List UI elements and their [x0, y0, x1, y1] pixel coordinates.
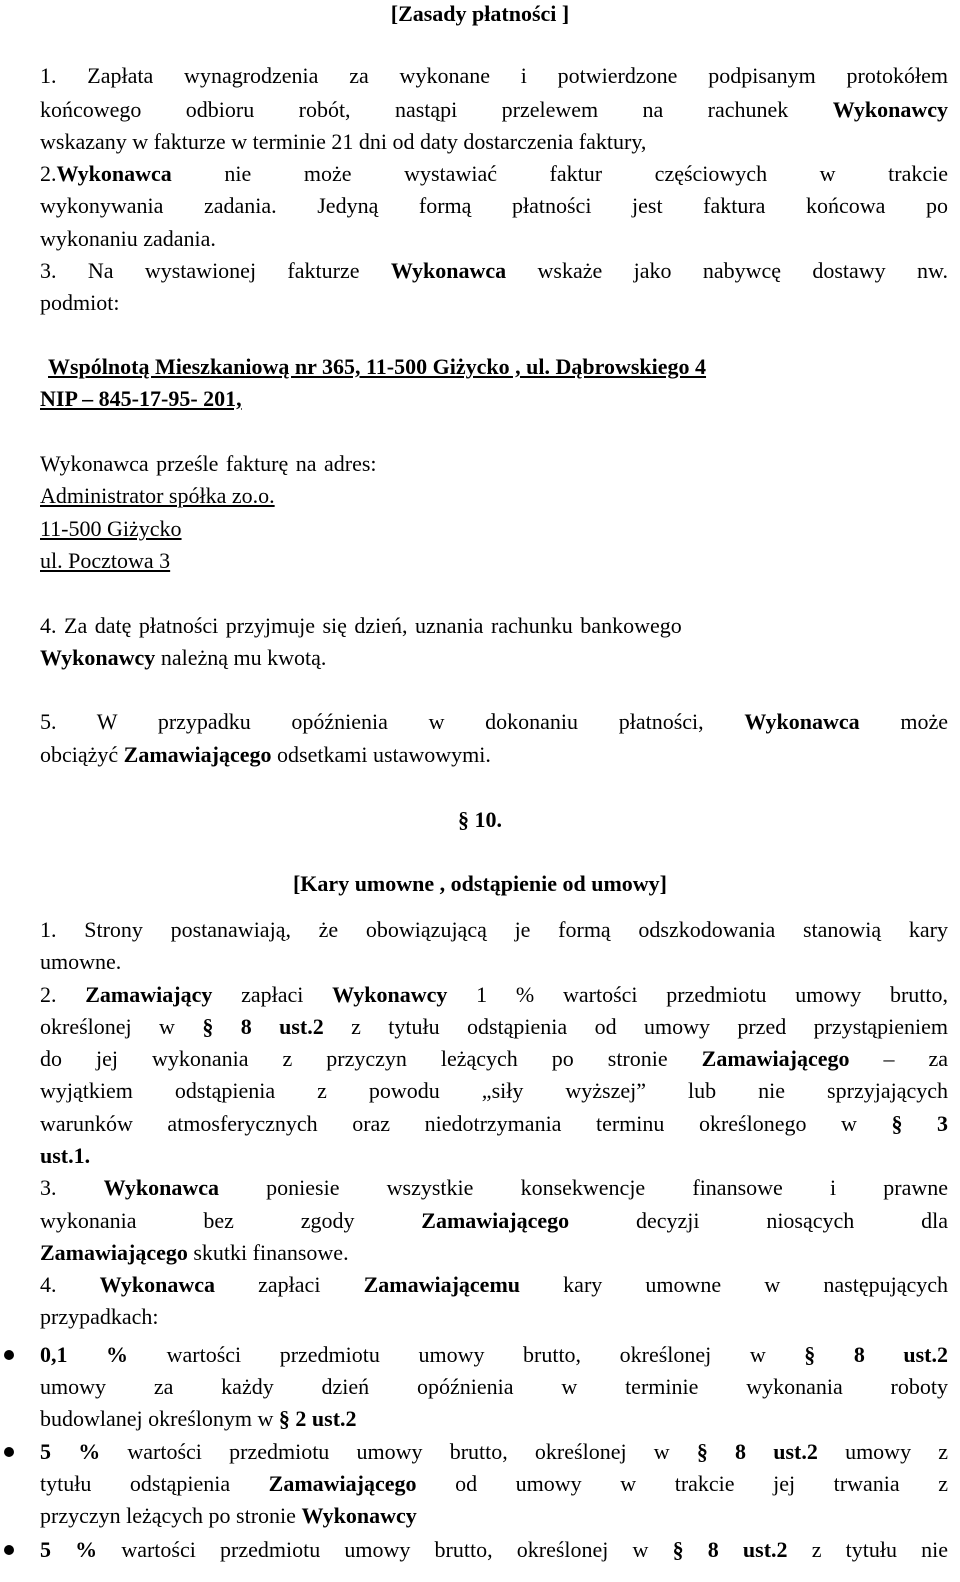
penalty-clause-4-line-1: 4. Wykonawca zapłaci Zamawiającemu kary umowne w następujących: [40, 1272, 949, 1297]
penalty-clause-1-line-1: 1. Strony postanawiają, że obowiązującą je formą odszkodowania stanowią kary: [40, 917, 948, 942]
payment-clause-4-line-2: Wykonawcy należną mu kwotą.: [40, 645, 327, 670]
section-9-heading: [Zasady płatności ]: [390, 1, 570, 26]
penalty-clause-3-line-3: Zamawiającego skutki finansowe.: [40, 1240, 349, 1265]
payment-clause-1-line-3: wskazany w fakturze w terminie 21 dni od daty dostarczenia faktury,: [40, 129, 647, 154]
bullet-marker: [4, 1350, 14, 1360]
penalty-clause-3-line-2: wykonania bez zgody Zamawiającego decyzji niosących dla: [40, 1208, 948, 1233]
penalty-clause-2-line-1: 2. Zamawiający zapłaci Wykonawcy 1 % wartości przedmiotu umowy brutto,: [40, 982, 948, 1007]
payment-clause-1-line-2: końcowego odbioru robót, nastąpi przelewem na rachunek Wykonawcy: [40, 97, 948, 122]
invoice-address-street: ul. Pocztowa 3: [40, 548, 171, 573]
payment-clause-4-line-1: 4. Za datę płatności przyjmuje się dzień, uznania rachunku bankowego: [40, 613, 682, 638]
penalty-bullet-2-line-2: tytułu odstąpienia Zamawiającego od umowy w trakcie jej trwania z: [40, 1471, 948, 1496]
penalty-clause-2-line-2: określonej w § 8 ust.2 z tytułu odstąpienia od umowy przed przystąpieniem: [40, 1014, 948, 1039]
payment-clause-3-line-1: 3. Na wystawionej fakturze Wykonawca wskaże jako nabywcę dostawy nw.: [40, 258, 948, 283]
penalty-clause-1-line-2: umowne.: [40, 949, 122, 974]
penalty-clause-2-line-5: warunków atmosferycznych oraz niedotrzymania terminu określonego w § 3: [40, 1111, 948, 1136]
payment-clause-2-line-1: 2.Wykonawca nie może wystawiać faktur częściowych w trakcie: [40, 161, 948, 186]
section-10-heading: [Kary umowne , odstąpienie od umowy]: [292, 871, 667, 896]
penalty-bullet-1-line-1: 0,1 % wartości przedmiotu umowy brutto, określonej w § 8 ust.2: [40, 1342, 949, 1367]
penalty-bullet-1-line-3: budowlanej określonym w § 2 ust.2: [40, 1406, 357, 1431]
bullet-marker: [4, 1545, 14, 1555]
payment-clause-5-line-1: 5. W przypadku opóźnienia w dokonaniu płatności, Wykonawca może: [40, 709, 948, 734]
penalty-bullet-2-line-3: przyczyn leżących po stronie Wykonawcy: [40, 1503, 417, 1528]
penalty-clause-3-line-1: 3. Wykonawca poniesie wszystkie konsekwencje finansowe i prawne: [40, 1175, 948, 1200]
penalty-clause-2-line-4: wyjątkiem odstąpienia z powodu „siły wyższej” lub nie sprzyjających: [40, 1078, 948, 1103]
penalty-bullet-1-line-2: umowy za każdy dzień opóźnienia w terminie wykonania roboty: [40, 1374, 948, 1399]
penalty-clause-2-line-3: do jej wykonania z przyczyn leżących po stronie Zamawiającego – za: [40, 1046, 949, 1071]
bullet-marker: [4, 1447, 14, 1457]
invoice-address-postal-city: 11-500 Giżycko: [40, 516, 182, 541]
penalty-clause-2-line-6: ust.1.: [40, 1143, 91, 1168]
penalty-bullet-3-line-1: 5 % wartości przedmiotu umowy brutto, określonej w § 8 ust.2 z tytułu nie: [40, 1537, 949, 1562]
payment-clause-2-line-3: wykonaniu zadania.: [40, 226, 216, 251]
payment-clause-5-line-2: obciążyć Zamawiającego odsetkami ustawowymi.: [40, 742, 491, 767]
penalty-bullet-2-line-1: 5 % wartości przedmiotu umowy brutto, określonej w § 8 ust.2 umowy z: [40, 1439, 949, 1464]
payment-clause-2-line-2: wykonywania zadania. Jedyną formą płatności jest faktura końcowa po: [40, 193, 948, 218]
invoice-address-intro: Wykonawca prześle fakturę na adres:: [40, 451, 377, 476]
penalty-clause-4-line-2: przypadkach:: [40, 1304, 159, 1329]
buyer-name-address: Wspólnotą Mieszkaniową nr 365, 11-500 Giżycko , ul. Dąbrowskiego 4: [48, 354, 707, 379]
buyer-nip: NIP – 845-17-95- 201,: [40, 386, 242, 411]
payment-clause-3-line-2: podmiot:: [40, 290, 120, 315]
invoice-address-company: Administrator spółka zo.o.: [40, 483, 275, 508]
section-10-number: § 10.: [458, 807, 502, 832]
payment-clause-1-line-1: 1. Zapłata wynagrodzenia za wykonane i potwierdzone podpisanym protokółem: [40, 63, 948, 88]
